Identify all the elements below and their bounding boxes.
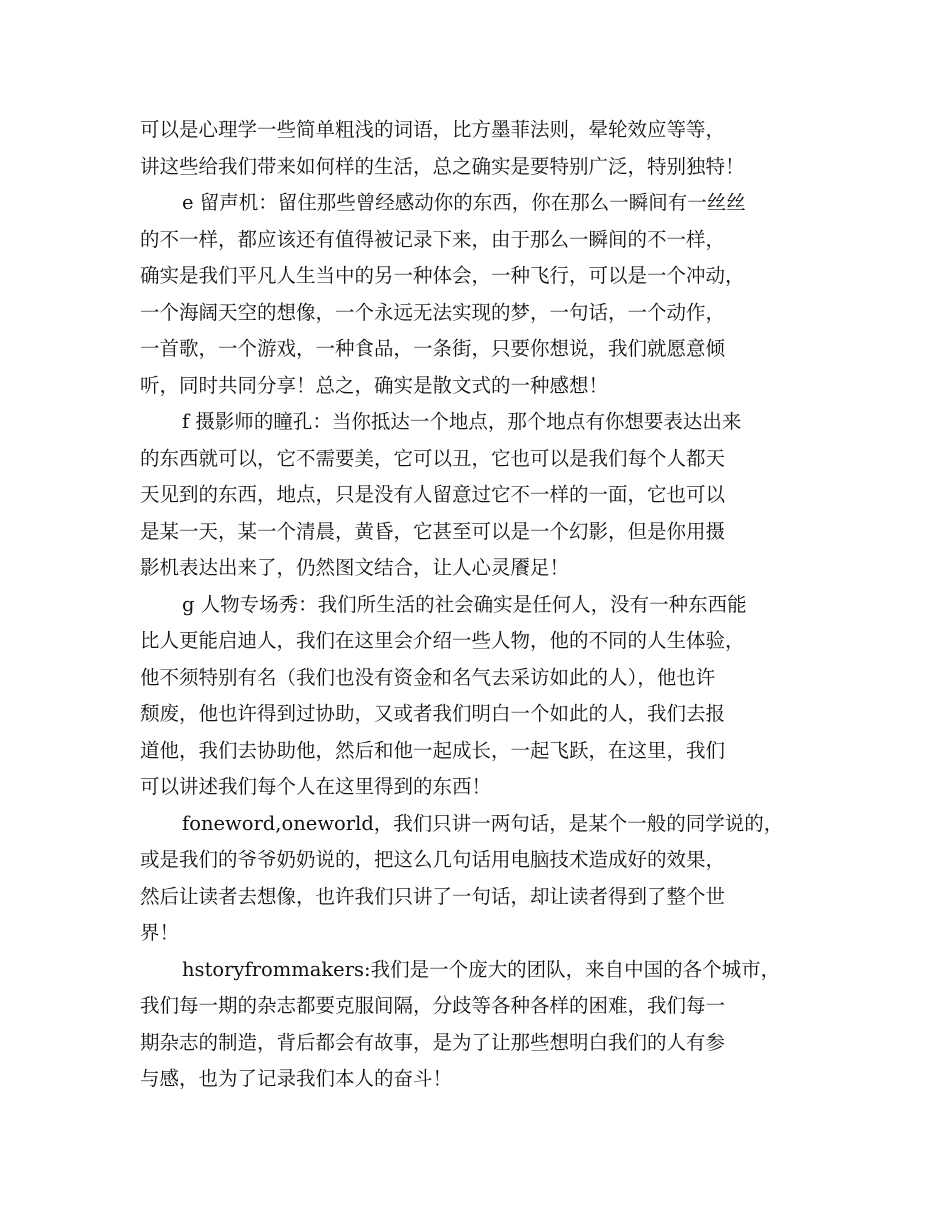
- text-line: foneword,oneworld，我们只讲一两句话，是某个一般的同学说的，: [182, 811, 784, 835]
- text-line: 我们每一期的杂志都要克服间隔，分歧等各种各样的困难，我们每一: [140, 994, 726, 1017]
- text-line: 颓废，他也许得到过协助，又或者我们明白一个如此的人，我们去报: [140, 702, 726, 725]
- text-line: 比人更能启迪人，我们在这里会介绍一些人物，他的不同的人生体验，: [140, 629, 745, 652]
- text-line: 天见到的东西，地点，只是没有人留意过它不一样的一面，它也可以: [140, 483, 726, 506]
- text-line: 他不须特别有名（我们也没有资金和名气去采访如此的人），他也许: [140, 665, 716, 689]
- text-line: 期杂志的制造，背后都会有故事，是为了让那些想明白我们的人有参: [140, 1030, 726, 1054]
- text-line: hstoryfrommakers:我们是一个庞大的团队，来自中国的各个城市，: [182, 957, 781, 981]
- text-line: 的不一样，都应该还有值得被记录下来，由于那么一瞬间的不一样，: [140, 227, 726, 251]
- text-line: 可以讲述我们每个人在这里得到的东西！: [140, 775, 492, 798]
- text-line: e 留声机：留住那些曾经感动你的东西，你在那么一瞬间有一丝丝: [182, 191, 746, 214]
- text-line: 界！: [140, 921, 180, 944]
- text-line: 一首歌，一个游戏，一种食品，一条街，只要你想说，我们就愿意倾: [140, 337, 726, 360]
- text-line: 一个海阔天空的想像，一个永远无法实现的梦，一句话，一个动作，: [140, 300, 726, 324]
- text-line: 影机表达出来了，仍然图文结合，让人心灵餍足！: [140, 556, 570, 579]
- text-line: 讲这些给我们带来如何样的生活，总之确实是要特别广泛，特别独特！: [140, 154, 745, 178]
- text-line: 听，同时共同分享！总之，确实是散文式的一种感想！: [140, 373, 609, 397]
- document-body: [140, 112, 830, 1098]
- text-line: g 人物专场秀：我们所生活的社会确实是任何人，没有一种东西能: [182, 592, 747, 616]
- text-line: 的东西就可以，它不需要美，它可以丑，它也可以是我们每个人都天: [140, 446, 726, 470]
- text-line: 与感，也为了记录我们本人的奋斗！: [140, 1067, 453, 1090]
- text-line: 然后让读者去想像，也许我们只讲了一句话，却让读者得到了整个世: [140, 884, 726, 908]
- text-line: 确实是我们平凡人生当中的另一种体会，一种飞行，可以是一个冲动，: [140, 264, 745, 287]
- text-line: 道他，我们去协助他，然后和他一起成长，一起飞跃，在这里，我们: [140, 738, 726, 762]
- text-line: 是某一天，某一个清晨，黄昏，它甚至可以是一个幻影，但是你用摄: [140, 519, 726, 543]
- text-line: 可以是心理学一些简单粗浅的词语，比方墨菲法则，晕轮效应等等，: [140, 118, 726, 141]
- text-line: f 摄影师的瞳孔：当你抵达一个地点，那个地点有你想要表达出来: [182, 410, 742, 433]
- text-line: 或是我们的爷爷奶奶说的，把这么几句话用电脑技术造成好的效果，: [140, 848, 726, 871]
